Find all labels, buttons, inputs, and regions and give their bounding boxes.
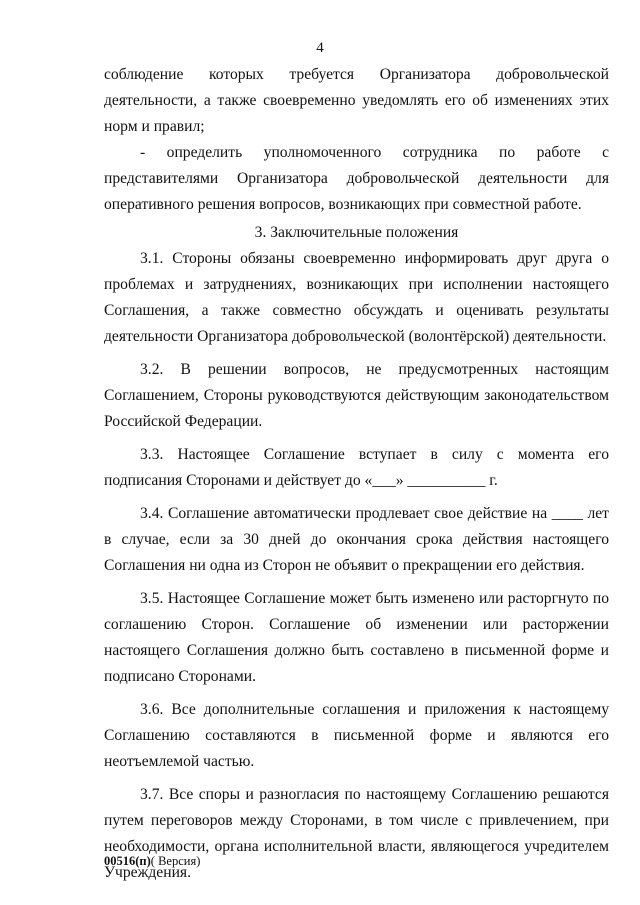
document-body xyxy=(104,62,609,886)
clause-3-4: 3.4. Соглашение автоматически продлевает свое действие на ____ лет в случае, если за 30 дней до окончания срока действия настоящего Соглашения ни одна из Сторон не объявит о прекращении его действия. xyxy=(104,505,609,574)
page-number: 4 xyxy=(316,40,324,56)
clause-3-7: 3.7. Все споры и разногласия по настоящему Соглашению решаются путем переговоров между Сторонами, в том числе с привлечением, при необходимости, органа исполнительной власти, являющегося учредителем Учреждения. xyxy=(104,786,609,881)
clause-3-3: 3.3. Настоящее Соглашение вступает в силу с момента его подписания Сторонами и действует до «___» __________ г. xyxy=(104,446,609,489)
section-heading: 3. Заключительные положения xyxy=(254,224,459,241)
clause-3-5: 3.5. Настоящее Соглашение может быть изменено или расторгнуто по соглашению Сторон. Соглашение об изменении или расторжении настоящего Соглашения должно быть составлено в письменной форме и подписано Сторонами. xyxy=(104,590,609,685)
paragraph-responsible-employee: - определить уполномоченного сотрудника по работе с представителями Организатора добровольческой деятельности для оперативного решения вопросов, возникающих при совместной работе. xyxy=(104,144,609,213)
footer-version xyxy=(104,854,200,869)
footer-code: 00516(п) xyxy=(104,854,151,868)
footer-label: ( Версия) xyxy=(150,854,201,868)
clause-3-6: 3.6. Все дополнительные соглашения и приложения к настоящему Соглашению составляются в письменной форме и являются его неотъемлемой частью. xyxy=(104,701,609,770)
paragraph-continuation: соблюдение которых требуется Организатора добровольческой деятельности, а также своевременно уведомлять его об изменениях этих норм и правил; xyxy=(104,66,609,135)
clause-3-1: 3.1. Стороны обязаны своевременно информировать друг друга о проблемах и затруднениях, возникающих при исполнении настоящего Соглашения, а также совместно обсуждать и оценивать результаты деятельности Организатора добровольческой (волонтёрской) деятельности. xyxy=(104,250,609,345)
clause-3-2: 3.2. В решении вопросов, не предусмотренных настоящим Соглашением, Стороны руководствуются действующим законодательством Российской Федерации. xyxy=(104,361,609,430)
